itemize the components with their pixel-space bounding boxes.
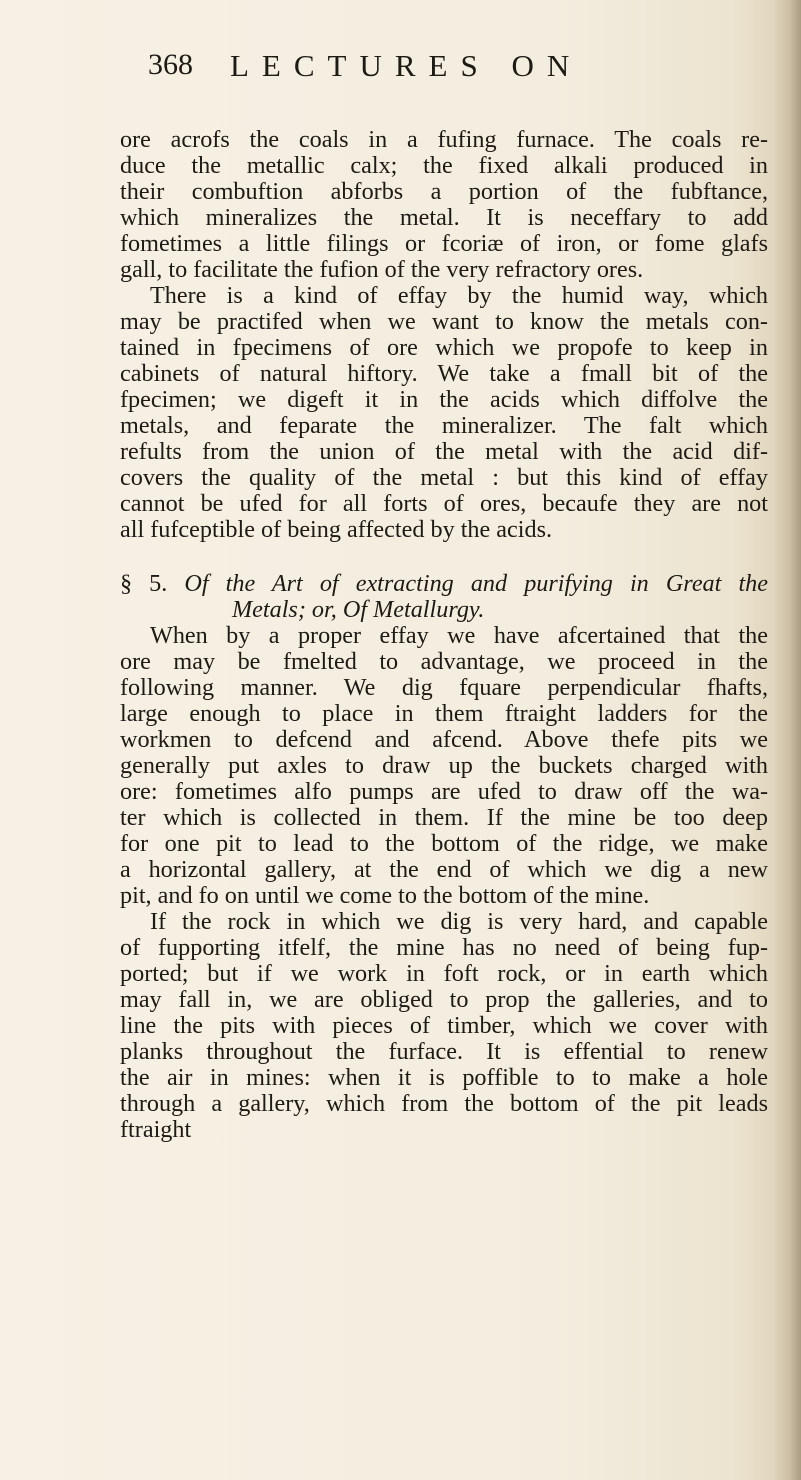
section-number: § 5. — [120, 570, 168, 597]
text-line: duce the metallic calx; the fixed alkali produced in — [120, 152, 768, 179]
text-line: If the rock in which we dig is very hard, and capable — [150, 908, 768, 935]
text-line: may fall in, we are obliged to prop the galleries, and to — [120, 986, 768, 1013]
text-line: fpecimen; we digeft it in the acids which diffolve the — [120, 386, 768, 413]
text-line: ore acrofs the coals in a fufing furnace. The coals re- — [120, 126, 768, 153]
text-line: workmen to defcend and afcend. Above thefe pits we — [120, 726, 768, 753]
text-line: large enough to place in them ftraight ladders for the — [120, 700, 768, 727]
text-line: of fupporting itfelf, the mine has no need of being fup- — [120, 934, 768, 961]
page-header — [148, 48, 668, 88]
text-line: which mineralizes the metal. It is neceffary to add — [120, 204, 768, 231]
text-line: gall, to facilitate the fufion of the very refractory ores. — [120, 256, 644, 283]
text-line: fometimes a little filings or fcoriæ of iron, or fome glafs — [120, 230, 768, 257]
page-edge-shadow — [773, 0, 801, 1480]
text-line: all fufceptible of being affected by the acids. — [120, 516, 553, 543]
text-line: pit, and fo on until we come to the bottom of the mine. — [120, 882, 650, 909]
body-text — [120, 127, 768, 1143]
text-line: for one pit to lead to the bottom of the ridge, we make — [120, 830, 768, 857]
text-line: ported; but if we work in foft rock, or in earth which — [120, 960, 768, 987]
text-line: covers the quality of the metal : but this kind of effay — [120, 464, 768, 491]
text-line: refults from the union of the metal with the acid dif- — [120, 438, 768, 465]
text-line: There is a kind of effay by the humid way, which — [150, 282, 768, 309]
running-head: LECTURES ON — [230, 48, 583, 83]
text-line: may be practifed when we want to know the metals con- — [120, 308, 768, 335]
text-line: generally put axles to draw up the buckets charged with — [120, 752, 768, 779]
text-line: line the pits with pieces of timber, which we cover with — [120, 1012, 768, 1039]
text-line: ore may be fmelted to advantage, we proceed in the — [120, 648, 768, 675]
catchword: ftraight — [120, 1116, 192, 1143]
section-title-line-1: Of the Art of extracting and purifying in Great the — [184, 570, 768, 597]
text-line: a horizontal gallery, at the end of which we dig a new — [120, 856, 768, 883]
section-spacer — [120, 543, 768, 571]
text-line: ore: fometimes alfo pumps are ufed to draw off the wa- — [120, 778, 768, 805]
text-line: through a gallery, which from the bottom of the pit leads — [120, 1090, 768, 1117]
text-line: tained in fpecimens of ore which we propofe to keep in — [120, 334, 768, 361]
page-number: 368 — [148, 48, 193, 81]
text-line: planks throughout the furface. It is effential to renew — [120, 1038, 768, 1065]
text-line: ter which is collected in them. If the mine be too deep — [120, 804, 768, 831]
text-line: the air in mines: when it is poffible to to make a hole — [120, 1064, 768, 1091]
text-line: following manner. We dig fquare perpendicular fhafts, — [120, 674, 768, 701]
text-line: their combuftion abforbs a portion of the fubftance, — [120, 178, 768, 205]
section-title-line-2: Metals; or, Of Metallurgy. — [232, 596, 485, 623]
text-line: metals, and feparate the mineralizer. The falt which — [120, 412, 768, 439]
text-line: cabinets of natural hiftory. We take a fmall bit of the — [120, 360, 768, 387]
section-heading — [120, 571, 768, 597]
text-line: When by a proper effay we have afcertained that the — [150, 622, 768, 649]
text-line: cannot be ufed for all forts of ores, becaufe they are not — [120, 490, 768, 517]
